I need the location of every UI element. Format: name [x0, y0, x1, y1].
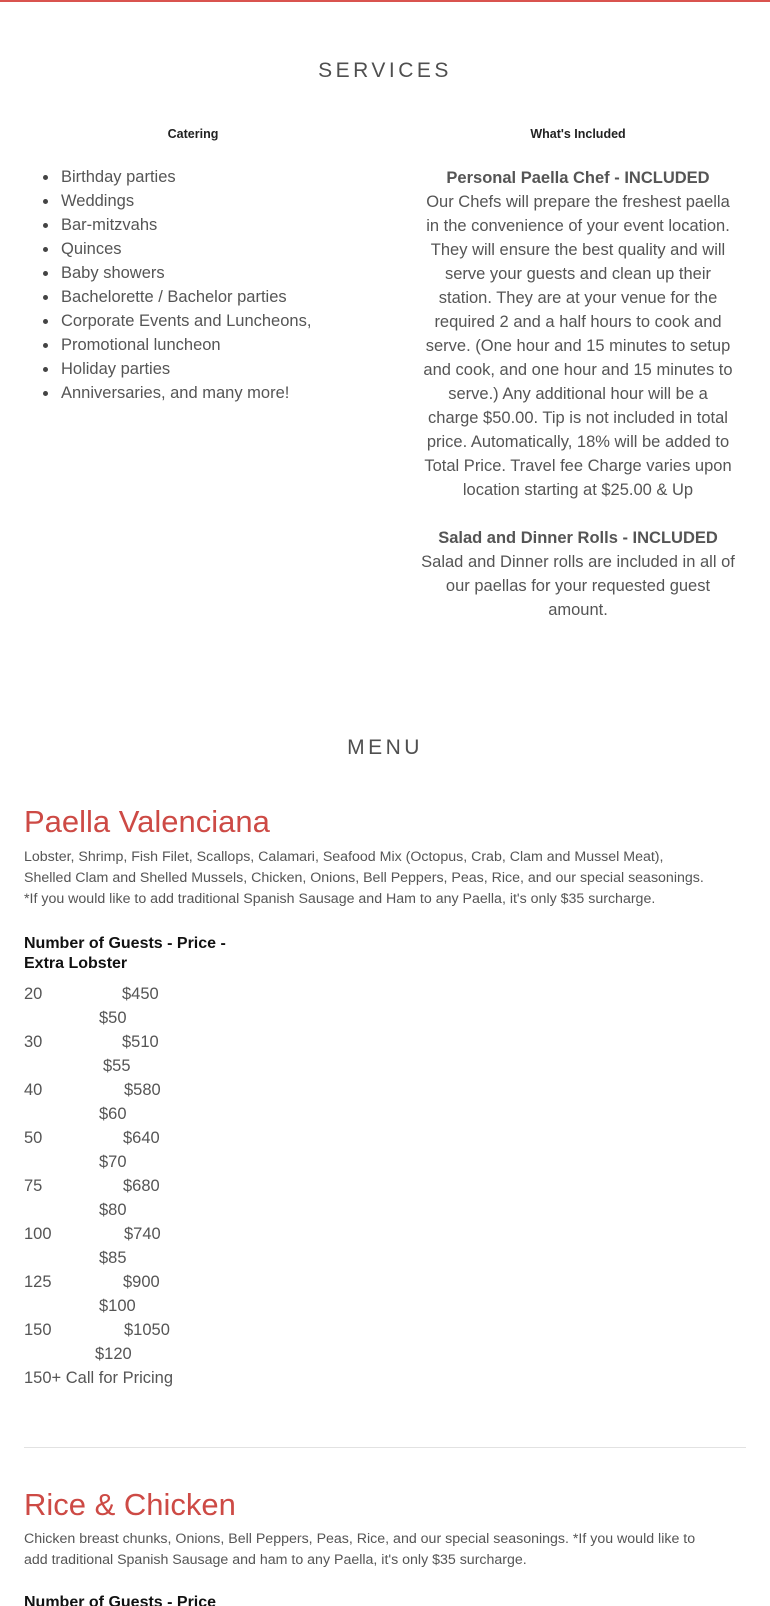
guest-count: 40: [24, 1081, 43, 1099]
description-line: Shelled Clam and Shelled Mussels, Chicken, Onions, Bell Peppers, Peas, Rice, and our special seasonings.: [24, 870, 704, 886]
paella-valenciana-title: Paella Valenciana: [24, 804, 270, 839]
top-accent-bar: [0, 0, 770, 2]
description-line: add traditional Spanish Sausage and ham to any Paella, it's only $35 surcharge.: [24, 1552, 527, 1568]
chef-line: in the convenience of your event location.: [426, 217, 730, 235]
chef-included-title: Personal Paella Chef - INCLUDED: [446, 169, 710, 187]
extra-lobster-price: $85: [99, 1249, 127, 1267]
guest-count: 50: [24, 1129, 43, 1147]
chef-line: required 2 and a half hours to cook and: [434, 313, 722, 331]
guest-count: 125: [24, 1273, 52, 1291]
rice-chicken-price-header: Number of Guests - Price: [24, 1594, 217, 1606]
price-row: [24, 1078, 224, 1126]
salad-included-title: Salad and Dinner Rolls - INCLUDED: [438, 529, 718, 547]
rice-chicken-title: Rice & Chicken: [24, 1487, 236, 1522]
chef-line: and cook, and one hour and 15 minutes to: [423, 361, 733, 379]
price: $740: [124, 1225, 161, 1243]
guest-count: 20: [24, 985, 43, 1003]
paella-price-header: [24, 934, 264, 974]
catering-item: Holiday parties: [38, 357, 368, 381]
catering-item: Quinces: [38, 237, 368, 261]
chef-line: serve. (One hour and 15 minutes to setup: [425, 337, 731, 355]
paella-valenciana-description: [24, 847, 754, 910]
guest-count: 150: [24, 1321, 52, 1339]
price-row: [24, 982, 224, 1030]
rice-chicken-description: [24, 1529, 754, 1571]
catering-item: Baby showers: [38, 261, 368, 285]
included-chef-block: [408, 166, 748, 502]
catering-item: Bar-mitzvahs: [38, 213, 368, 237]
catering-item: Anniversaries, and many more!: [38, 381, 368, 405]
catering-list: [38, 165, 368, 405]
services-title: SERVICES: [318, 59, 452, 82]
price: $1050: [124, 1321, 170, 1339]
extra-lobster-price: $100: [99, 1297, 136, 1315]
chef-line: serve.) Any additional hour will be a: [448, 385, 708, 403]
price-row: [24, 1318, 224, 1366]
chef-line: Our Chefs will prepare the freshest paella: [426, 193, 730, 211]
description-line: Chicken breast chunks, Onions, Bell Peppers, Peas, Rice, and our special seasonings. *If you would like to: [24, 1531, 696, 1547]
menu-title: MENU: [347, 736, 423, 759]
extra-lobster-price: $120: [95, 1345, 132, 1363]
extra-lobster-price: $55: [103, 1057, 131, 1075]
included-salad-block: [408, 526, 748, 622]
price: $900: [123, 1273, 160, 1291]
extra-lobster-price: $60: [99, 1105, 127, 1123]
chef-line: station. They are at your venue for the: [438, 289, 718, 307]
price-footer: 150+ Call for Pricing: [24, 1369, 174, 1387]
catering-item: Birthday parties: [38, 165, 368, 189]
salad-line: Salad and Dinner rolls are included in all of: [421, 553, 735, 571]
salad-line: our paellas for your requested guest: [445, 577, 711, 595]
price: $580: [124, 1081, 161, 1099]
catering-heading: Catering: [167, 127, 219, 141]
extra-lobster-price: $50: [99, 1009, 127, 1027]
description-line: Lobster, Shrimp, Fish Filet, Scallops, Calamari, Seafood Mix (Octopus, Crab, Clam and Mussel Meat),: [24, 849, 664, 865]
price: $450: [122, 985, 159, 1003]
extra-lobster-price: $80: [99, 1201, 127, 1219]
price-row: [24, 1126, 224, 1174]
price-row: [24, 1222, 224, 1270]
price-header-line: Extra Lobster: [24, 955, 128, 972]
menu-divider: [24, 1447, 746, 1448]
guest-count: 75: [24, 1177, 43, 1195]
price: $640: [123, 1129, 160, 1147]
catering-item: Promotional luncheon: [38, 333, 368, 357]
guest-count: 100: [24, 1225, 52, 1243]
price-row: [24, 1030, 224, 1078]
price-row: [24, 1270, 224, 1318]
salad-line: amount.: [548, 601, 608, 619]
chef-line: price. Automatically, 18% will be added to: [426, 433, 730, 451]
chef-line: Total Price. Travel fee Charge varies upon: [424, 457, 732, 475]
catering-item: Corporate Events and Luncheons,: [38, 309, 368, 333]
chef-line: location starting at $25.00 & Up: [462, 481, 694, 499]
price: $680: [123, 1177, 160, 1195]
description-line: *If you would like to add traditional Spanish Sausage and Ham to any Paella, it's only $35 surcharge.: [24, 891, 656, 907]
price-header-line: Number of Guests - Price -: [24, 935, 226, 952]
catering-item: Bachelorette / Bachelor parties: [38, 285, 368, 309]
paella-price-table: [24, 982, 224, 1390]
extra-lobster-price: $70: [99, 1153, 127, 1171]
chef-line: charge $50.00. Tip is not included in total: [428, 409, 728, 427]
catering-item: Weddings: [38, 189, 368, 213]
whats-included-heading: What's Included: [530, 127, 626, 141]
chef-line: They will ensure the best quality and will: [430, 241, 726, 259]
guest-count: 30: [24, 1033, 43, 1051]
chef-line: serve your guests and clean up their: [445, 265, 711, 283]
price: $510: [122, 1033, 159, 1051]
price-row: [24, 1174, 224, 1222]
